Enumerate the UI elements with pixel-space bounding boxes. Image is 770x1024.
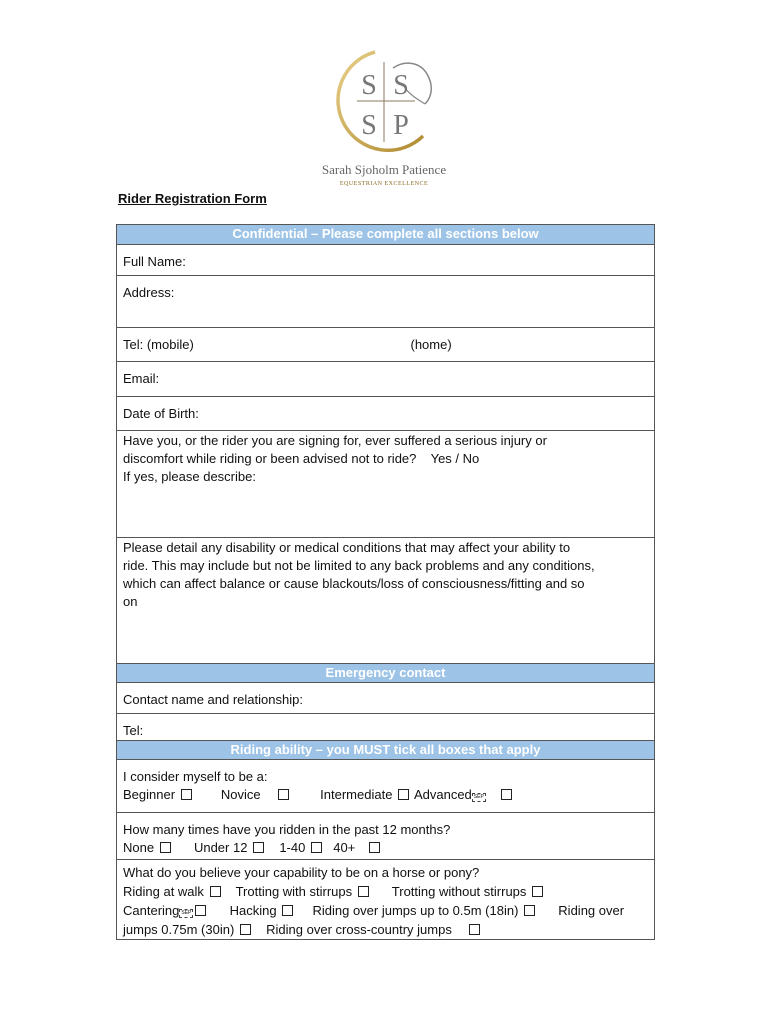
level-advanced-label: Advanced xyxy=(413,787,472,802)
ridden-under12-checkbox[interactable] xyxy=(253,842,264,853)
capability-question: What do you believe your capability to be on a horse or pony? xyxy=(123,865,480,880)
cap-hacking-checkbox[interactable] xyxy=(282,905,293,916)
rider-level-question: I consider myself to be a: xyxy=(123,769,268,784)
contact-tel-field[interactable] xyxy=(117,714,655,741)
cap-jumps-075-checkbox[interactable] xyxy=(240,924,251,935)
dob-label: Date of Birth: xyxy=(123,406,199,421)
logo-letter-br: P xyxy=(393,110,409,141)
ridden-none-label: None xyxy=(123,840,155,855)
cap-hacking-label: Hacking xyxy=(229,903,277,918)
disability-line3: which can affect balance or cause blackouts/loss of consciousness/fitting and so xyxy=(123,576,585,591)
cap-jumps-075-label-b: jumps 0.75m (30in) xyxy=(123,922,235,937)
cap-trot-no-stirrups-label: Trotting without stirrups xyxy=(391,884,527,899)
cap-jumps-05-checkbox[interactable] xyxy=(524,905,535,916)
injury-field[interactable] xyxy=(117,431,655,538)
ridden-1-40-checkbox[interactable] xyxy=(311,842,322,853)
telephone-field[interactable] xyxy=(117,328,655,362)
logo-graphic xyxy=(305,40,463,192)
disability-line1: Please detail any disability or medical conditions that may affect your ability to xyxy=(123,540,571,555)
brand-logo xyxy=(305,40,463,192)
cap-trot-stirrups-checkbox[interactable] xyxy=(358,886,369,897)
level-beginner-label: Beginner xyxy=(123,787,176,802)
ridden-40plus-checkbox[interactable] xyxy=(369,842,380,853)
ridden-1-40-label: 1-40 xyxy=(279,840,306,855)
logo-tagline: EQUESTRIAN EXCELLENCE xyxy=(339,181,429,187)
cap-xc-label: Riding over cross-country jumps xyxy=(266,922,452,937)
logo-letter-tr: S xyxy=(393,70,409,101)
cap-canter-label: Cantering xyxy=(123,903,180,918)
ridden-question: How many times have you ridden in the past 12 months? xyxy=(123,822,451,837)
disability-line4: on xyxy=(123,594,138,609)
cap-xc-checkbox[interactable] xyxy=(469,924,480,935)
cap-canter-checkbox[interactable] xyxy=(195,905,206,916)
section-header-emergency: Emergency contact xyxy=(117,664,655,683)
email-label: Email: xyxy=(123,371,160,386)
ridden-none-checkbox[interactable] xyxy=(160,842,171,853)
form-title: Rider Registration Form xyxy=(118,191,267,206)
email-field[interactable] xyxy=(117,362,655,397)
cap-trot-stirrups-label: Trotting with stirrups xyxy=(235,884,353,899)
disability-field[interactable] xyxy=(117,538,655,664)
level-novice-checkbox[interactable] xyxy=(278,789,289,800)
full-name-field[interactable] xyxy=(117,245,655,276)
ridden-under12-label: Under 12 xyxy=(193,840,248,855)
contact-name-label: Contact name and relationship: xyxy=(123,692,303,707)
sep-glyph: SEP xyxy=(181,910,192,916)
injury-question-line2: discomfort while riding or been advised not to ride? Yes / No xyxy=(123,451,480,466)
cap-jumps-05-label: Riding over jumps up to 0.5m (18in) xyxy=(312,903,519,918)
injury-question-line1: Have you, or the rider you are signing for, ever suffered a serious injury or xyxy=(123,433,547,448)
capability-field xyxy=(117,860,655,940)
logo-letter-tl: S xyxy=(361,70,377,101)
logo-brand-name: Sarah Sjoholm Patience xyxy=(321,162,447,177)
section-header-confidential: Confidential – Please complete all sections below xyxy=(117,225,655,245)
contact-name-field[interactable] xyxy=(117,683,655,714)
level-beginner-checkbox[interactable] xyxy=(181,789,192,800)
cap-walk-checkbox[interactable] xyxy=(210,886,221,897)
address-label: Address: xyxy=(123,285,175,300)
contact-tel-label: Tel: xyxy=(123,723,144,738)
injury-describe-label: If yes, please describe: xyxy=(123,469,256,484)
cap-trot-no-stirrups-checkbox[interactable] xyxy=(532,886,543,897)
section-header-riding: Riding ability – you MUST tick all boxes that apply xyxy=(117,741,655,760)
address-field[interactable] xyxy=(117,276,655,328)
registration-form xyxy=(116,224,655,940)
sep-glyph: SEP xyxy=(473,794,484,800)
cap-walk-label: Riding at walk xyxy=(123,884,204,899)
rider-level-field xyxy=(117,760,655,813)
tel-mobile-label: Tel: (mobile) xyxy=(123,337,194,352)
level-advanced-checkbox[interactable] xyxy=(501,789,512,800)
disability-line2: ride. This may include but not be limited to any back problems and any conditions, xyxy=(123,558,595,573)
logo-letter-bl: S xyxy=(361,110,377,141)
dob-field[interactable] xyxy=(117,397,655,431)
level-intermediate-label: Intermediate xyxy=(320,787,393,802)
tel-home-label: (home) xyxy=(410,337,452,352)
ridden-40plus-label: 40+ xyxy=(333,840,356,855)
level-intermediate-checkbox[interactable] xyxy=(398,789,409,800)
ridden-frequency-field xyxy=(117,813,655,860)
cap-jumps-075-label-a: Riding over xyxy=(558,903,625,918)
full-name-label: Full Name: xyxy=(123,254,186,269)
level-novice-label: Novice xyxy=(220,787,261,802)
